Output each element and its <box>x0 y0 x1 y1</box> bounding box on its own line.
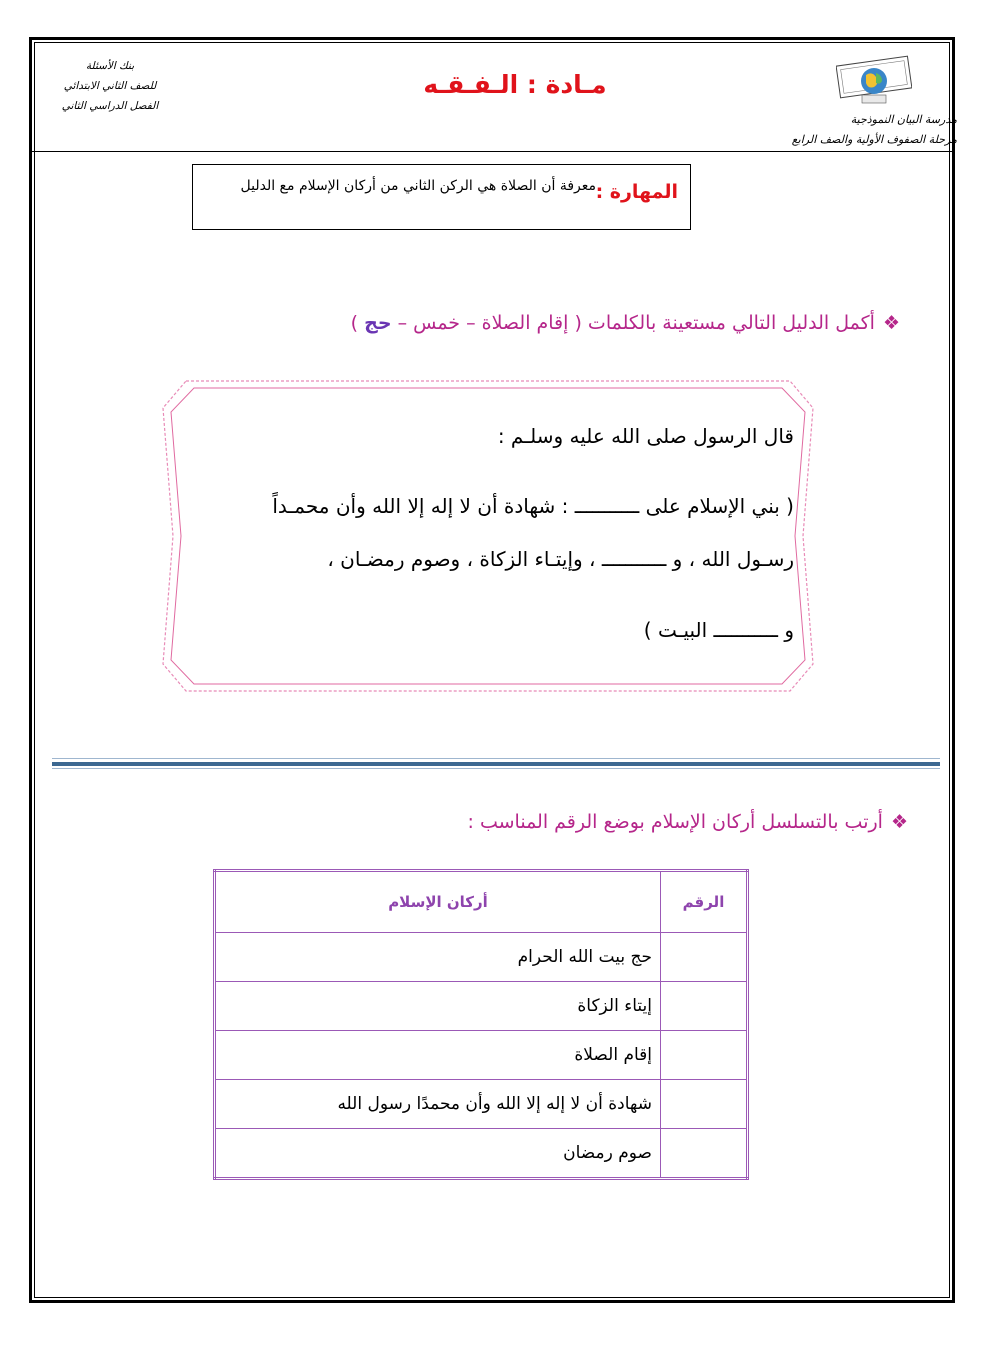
number-cell[interactable] <box>661 982 748 1031</box>
number-cell[interactable] <box>661 933 748 982</box>
pillar-cell: إقام الصلاة <box>215 1031 661 1080</box>
bullet-star-icon: ❖ <box>882 312 900 334</box>
pillars-header: أركان الإسلام <box>215 871 661 933</box>
bullet-star-icon: ❖ <box>890 811 908 833</box>
header-separator <box>32 151 952 152</box>
skill-box <box>192 164 691 230</box>
number-cell[interactable] <box>661 1129 748 1179</box>
skill-label: المهارة : <box>595 181 678 203</box>
school-logo <box>836 55 912 107</box>
pillar-cell: صوم رمضان <box>215 1129 661 1179</box>
school-stage: مرحلة الصفوف الأولية والصف الرابع <box>791 133 957 146</box>
table-row <box>215 982 748 1031</box>
hadith-line-1: قال الرسول صلى الله عليه وسلـم : <box>497 424 794 448</box>
school-info <box>740 110 957 150</box>
table-row <box>215 1129 748 1179</box>
question-1-last-option: حج <box>364 312 392 334</box>
pillar-cell: شهادة أن لا إله إلا الله وأن محمدًا رسول الله <box>215 1080 661 1129</box>
question-1-close: ) <box>350 312 359 334</box>
question-2 <box>468 811 908 833</box>
table-row <box>215 933 748 982</box>
bank-line: بنك الأسئلة <box>85 60 135 72</box>
semester-line: الفصل الدراسي الثاني <box>61 100 159 112</box>
table-header-row <box>215 871 748 933</box>
number-header: الرقم <box>661 871 748 933</box>
skill-text: معرفة أن الصلاة هي الركن الثاني من أركان الإسلام مع الدليل <box>240 178 596 194</box>
grade-line: للصف الثاني الابتدائي <box>63 80 157 92</box>
hadith-line-4: و ـــــــــــ البيـت ) <box>643 618 794 642</box>
hadith-line-2: ( بني الإسلام على ـــــــــــ : شهادة أن لا إله إلا الله وأن محمـداً <box>272 494 794 518</box>
number-cell[interactable] <box>661 1080 748 1129</box>
pillar-cell: إيتاء الزكاة <box>215 982 661 1031</box>
hadith-line-3: رسـول الله ، و ـــــــــــ ، وإيتـاء الزكاة ، وصوم رمضـان ، <box>327 547 794 571</box>
question-1-text: أكمل الدليل التالي مستعينة بالكلمات ( <box>574 312 875 334</box>
question-2-text: أرتب بالتسلسل أركان الإسلام بوضع الرقم المناسب : <box>467 811 883 833</box>
table-row <box>215 1080 748 1129</box>
question-1 <box>351 312 900 334</box>
section-divider <box>52 758 940 770</box>
subject-title: مـادة : الـفـقـه <box>423 70 607 99</box>
question-1-options: إقام الصلاة – خمس – <box>397 312 569 334</box>
table-row <box>215 1031 748 1080</box>
pillar-cell: حج بيت الله الحرام <box>215 933 661 982</box>
number-cell[interactable] <box>661 1031 748 1080</box>
school-name: مدرسة البيان النموذجية <box>850 113 957 126</box>
question-bank-info <box>40 56 180 116</box>
pillars-table <box>213 869 749 1180</box>
